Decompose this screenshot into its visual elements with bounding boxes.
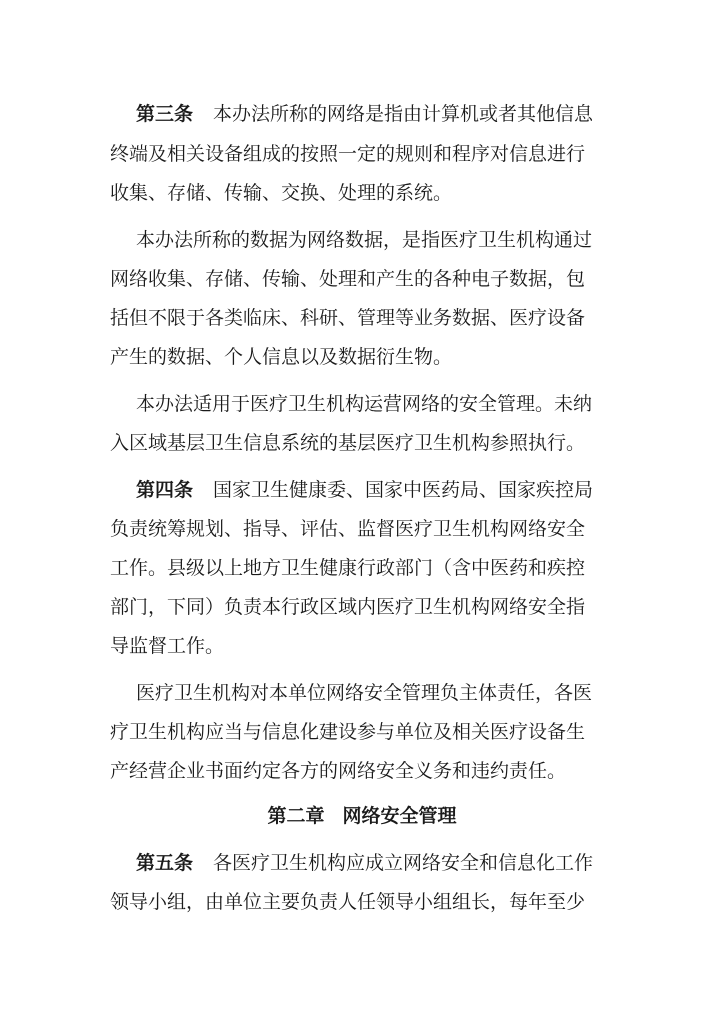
article-4-line: 工作。县级以上地方卫生健康行政部门（含中医药和疾控 xyxy=(110,557,586,579)
article-3-text: 本办法所称的网络是指由计算机或者其他信息 xyxy=(213,103,594,125)
paragraph-line: 疗卫生机构应当与信息化建设参与单位及相关医疗设备生 xyxy=(110,721,586,743)
paragraph-line: 括但不限于各类临床、科研、管理等业务数据、医疗设备 xyxy=(110,307,586,329)
article-4-line: 导监督工作。 xyxy=(110,635,225,657)
chapter-number: 第二章 xyxy=(267,805,325,827)
article-3-label: 第三条 xyxy=(136,103,194,125)
article-4-line: 部门，下同）负责本行政区域内医疗卫生机构网络安全指 xyxy=(110,596,586,618)
paragraph-line: 入区域基层卫生信息系统的基层医疗卫生机构参照执行。 xyxy=(110,432,586,454)
article-4-text: 国家卫生健康委、国家中医药局、国家疾控局 xyxy=(213,479,594,501)
article-3-line: 终端及相关设备组成的按照一定的规则和程序对信息进行 xyxy=(110,143,586,165)
article-4-label: 第四条 xyxy=(136,479,194,501)
paragraph-line: 医疗卫生机构对本单位网络安全管理负主体责任，各医 xyxy=(136,682,593,704)
article-5-text: 各医疗卫生机构应成立网络安全和信息化工作 xyxy=(213,852,594,874)
article-5-first-line xyxy=(136,848,636,878)
paragraph-line: 产生的数据、个人信息以及数据衍生物。 xyxy=(110,346,453,368)
paragraph-line: 本办法适用于医疗卫生机构运营网络的安全管理。未纳 xyxy=(136,393,593,415)
paragraph-line: 本办法所称的数据为网络数据，是指医疗卫生机构通过 xyxy=(136,229,593,251)
article-4-first-line xyxy=(136,475,636,505)
article-5-line: 领导小组，由单位主要负责人任领导小组组长，每年至少 xyxy=(110,891,586,913)
chapter-heading xyxy=(0,801,724,831)
article-5-label: 第五条 xyxy=(136,852,194,874)
article-3-line: 收集、存储、传输、交换、处理的系统。 xyxy=(110,182,453,204)
article-3-first-line xyxy=(136,99,636,129)
article-4-line: 负责统筹规划、指导、评估、监督医疗卫生机构网络安全 xyxy=(110,518,586,540)
chapter-title: 网络安全管理 xyxy=(342,805,457,827)
paragraph-line: 产经营企业书面约定各方的网络安全义务和违约责任。 xyxy=(110,760,567,782)
paragraph-line: 网络收集、存储、传输、处理和产生的各种电子数据，包 xyxy=(110,268,586,290)
